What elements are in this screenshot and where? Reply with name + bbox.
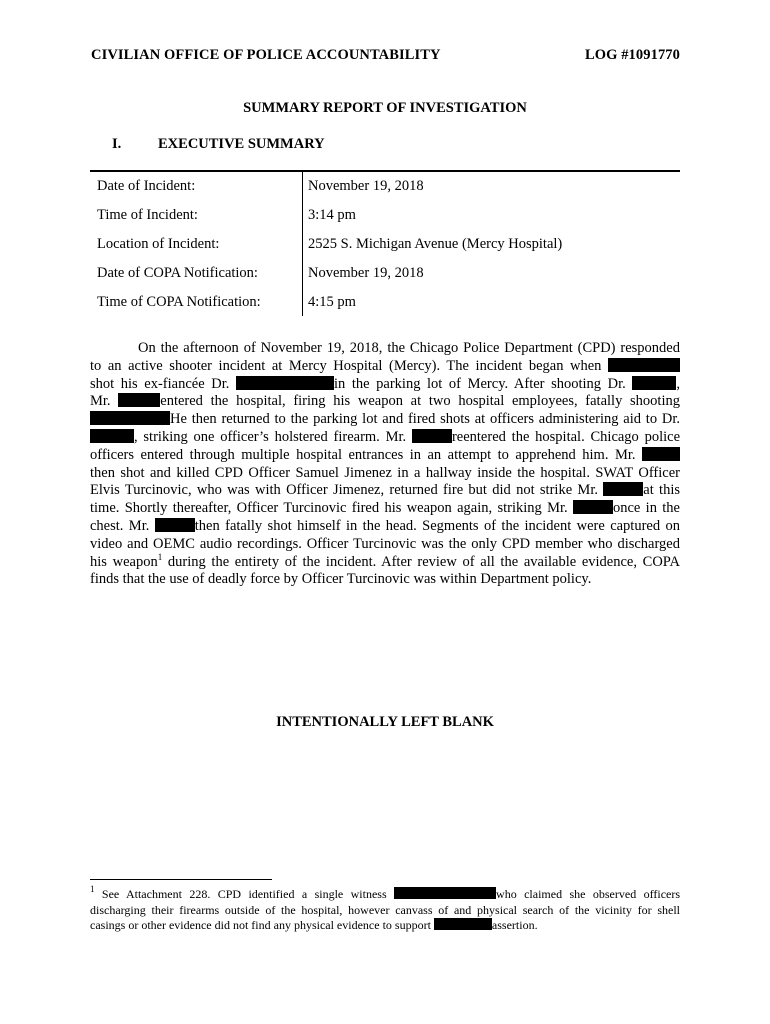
row-value: November 19, 2018 xyxy=(308,178,424,194)
text-run: time. Shortly thereafter, Officer Turcinovic fired his weapon again, striking Mr. xyxy=(90,500,568,517)
section-number: I. xyxy=(112,136,122,152)
table-row xyxy=(90,288,680,317)
text-run: his weapon xyxy=(90,553,158,570)
text-run: chest. Mr. xyxy=(90,517,150,534)
paragraph-line xyxy=(90,411,680,429)
redaction-block xyxy=(118,393,160,407)
text-run: then fatally shot himself in the head. Segments of the incident were captured on xyxy=(194,517,680,534)
redaction-block xyxy=(632,376,676,390)
redaction-block xyxy=(642,447,680,461)
paragraph-line xyxy=(90,500,680,518)
table-row xyxy=(90,201,680,230)
redaction-block xyxy=(90,411,170,425)
paragraph-line xyxy=(90,571,680,589)
text-run: to an active shooter incident at Mercy Hospital (Mercy). The incident began when xyxy=(90,357,602,374)
text-run: , striking one officer’s holstered firearm. Mr. xyxy=(134,428,407,445)
redaction-block xyxy=(394,887,496,899)
redaction-block xyxy=(608,358,680,372)
footnote-line xyxy=(90,903,680,919)
summary-table xyxy=(90,170,680,317)
text-run: finds that the use of deadly force by Officer Turcinovic was within Department policy. xyxy=(90,571,592,588)
text-run: at this xyxy=(643,482,681,499)
row-value: 3:14 pm xyxy=(308,207,356,223)
row-value: 2525 S. Michigan Avenue (Mercy Hospital) xyxy=(308,236,563,252)
redaction-block xyxy=(412,429,452,443)
row-label: Date of Incident: xyxy=(97,178,196,194)
paragraph-line xyxy=(90,340,680,358)
text-run: in the parking lot of Mercy. After shooting Dr. xyxy=(333,375,626,392)
row-value: November 19, 2018 xyxy=(308,265,424,281)
text-run: , xyxy=(676,375,680,392)
paragraph-line xyxy=(90,482,680,500)
text-run: officers entered through multiple hospital entrances in an attempt to apprehend him. Mr. xyxy=(90,446,636,463)
redaction-block xyxy=(236,376,334,390)
row-label: Time of COPA Notification: xyxy=(97,294,261,310)
paragraph-line xyxy=(90,536,680,554)
footnote-line xyxy=(90,918,680,934)
redaction-block xyxy=(434,918,492,930)
footnote-ref: 1 xyxy=(157,551,163,562)
section-title: EXECUTIVE SUMMARY xyxy=(158,136,325,152)
table-row xyxy=(90,230,680,259)
table-row xyxy=(90,259,680,288)
paragraph-line xyxy=(90,465,680,483)
text-run: Elvis Turcinovic, who was with Officer Jimenez, returned fire but did not strike Mr. xyxy=(90,482,598,499)
text-run: then shot and killed CPD Officer Samuel Jimenez in a hallway inside the hospital. SWAT Officer xyxy=(90,464,680,481)
paragraph-line xyxy=(90,376,680,394)
text-run: entered the hospital, firing his weapon at two hospital employees, fatally shooting xyxy=(160,393,680,410)
text-run: during the entirety of the incident. After review of all the available evidence, COPA xyxy=(162,553,681,570)
row-label: Location of Incident: xyxy=(97,236,220,252)
summary-paragraph xyxy=(90,340,680,589)
row-label: Time of Incident: xyxy=(97,207,198,223)
text-run: discharging their firearms outside of the hospital, however canvass of and physical search of the vicinity for shell xyxy=(90,902,680,917)
text-run: shot his ex-fiancée Dr. xyxy=(90,375,230,392)
row-label: Date of COPA Notification: xyxy=(97,265,258,281)
footnote-line xyxy=(90,884,681,903)
paragraph-line xyxy=(90,393,680,411)
paragraph-line xyxy=(90,518,680,536)
agency-header: CIVILIAN OFFICE OF POLICE ACCOUNTABILITY xyxy=(91,47,441,63)
text-run: On the afternoon of November 19, 2018, the Chicago Police Department (CPD) responded xyxy=(138,340,680,356)
section-heading xyxy=(112,136,325,153)
table-row xyxy=(90,172,680,201)
redaction-block xyxy=(90,429,134,443)
text-run: casings or other evidence did not find any physical evidence to support xyxy=(90,918,431,932)
text-run: reentered the hospital. Chicago police xyxy=(451,428,681,445)
report-title: SUMMARY REPORT OF INVESTIGATION xyxy=(243,100,527,116)
paragraph-line xyxy=(90,551,681,572)
blank-notice: INTENTIONALLY LEFT BLANK xyxy=(276,714,494,730)
footnote-rule xyxy=(90,879,272,880)
redaction-block xyxy=(155,518,195,532)
paragraph-line xyxy=(90,447,680,465)
paragraph-line xyxy=(90,358,680,376)
footnote xyxy=(90,884,681,934)
paragraph-line xyxy=(90,429,680,447)
text-run: video and OEMC audio recordings. Officer Turcinovic was the only CPD member who discharged xyxy=(90,535,680,552)
redaction-block xyxy=(573,500,613,514)
log-number: LOG #1091770 xyxy=(584,47,680,63)
row-value: 4:15 pm xyxy=(308,294,356,310)
redaction-block xyxy=(603,482,643,496)
text-run: once in the xyxy=(612,500,680,517)
text-run: assertion. xyxy=(491,918,538,932)
footnote-marker: 1 xyxy=(90,884,95,894)
text-run: See Attachment 228. CPD identified a single witness xyxy=(94,887,387,901)
table-divider xyxy=(302,172,303,316)
text-run: who claimed she observed officers xyxy=(496,887,681,901)
text-run: Mr. xyxy=(90,393,111,410)
text-run: He then returned to the parking lot and fired shots at officers administering aid to Dr. xyxy=(170,411,680,428)
